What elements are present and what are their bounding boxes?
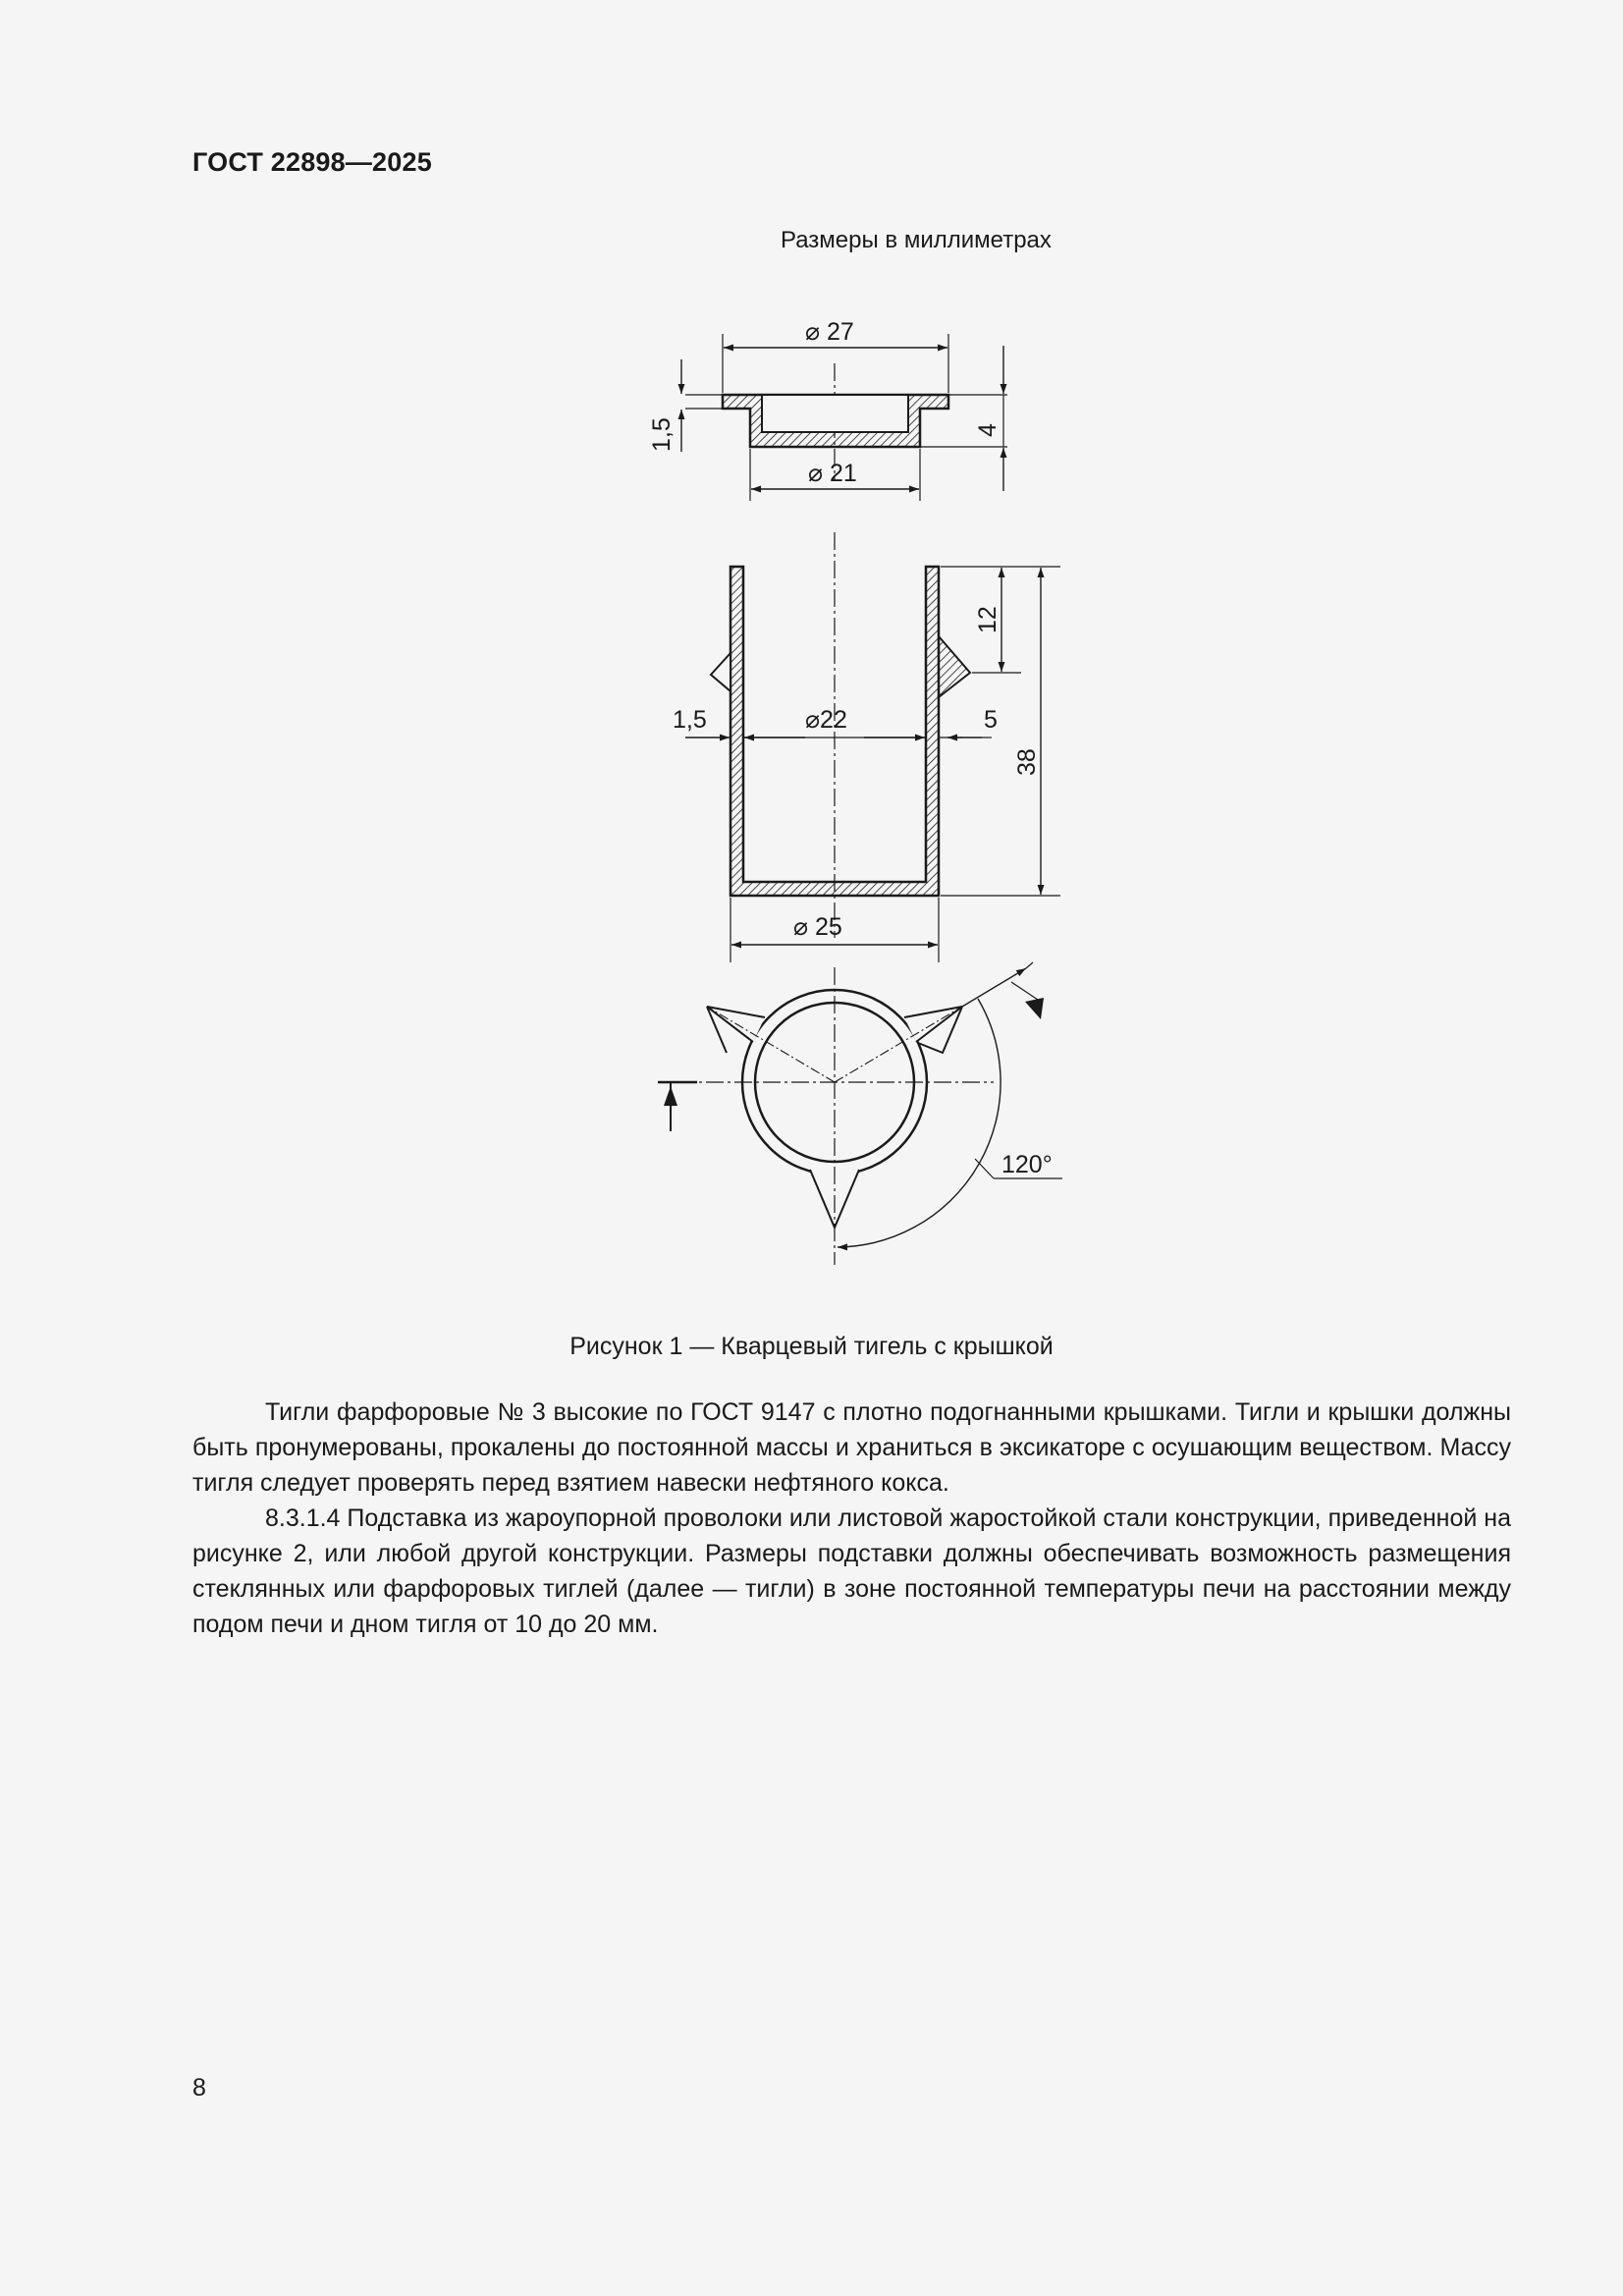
- dim-lid-inner-diameter: ⌀ 21: [808, 460, 857, 487]
- crucible-section: [685, 532, 1060, 962]
- dim-crucible-height: 38: [1013, 748, 1041, 776]
- figure-caption: Рисунок 1 — Кварцевый тигель с крышкой: [569, 1333, 1054, 1360]
- document-header: ГОСТ 22898—2025: [192, 147, 432, 177]
- dim-crucible-outer-diameter: ⌀ 25: [793, 913, 842, 941]
- body-text: [192, 1394, 1511, 1642]
- dim-crucible-inner-diameter: ⌀22: [805, 706, 847, 734]
- paragraph-crucibles: Тигли фарфоровые № 3 высокие по ГОСТ 9147 с плотно подогнанными крышками. Тигли и крышки должны быть пронумерованы, прокалены до постоянной массы и храниться в эксикаторе с осушающим веществом. Массу тигля следует проверять перед взятием навески нефтяного кокса.: [192, 1398, 1511, 1497]
- dim-crucible-wall: 1,5: [673, 706, 707, 734]
- dim-lid-thickness: 1,5: [648, 417, 676, 452]
- dim-lid-height: 4: [974, 423, 1001, 437]
- dim-lug-top-offset: 12: [974, 606, 1001, 633]
- units-note: Размеры в миллиметрах: [781, 227, 1052, 253]
- page-number: 8: [192, 2074, 206, 2102]
- figure-crucible-drawing: [628, 314, 1090, 1277]
- dim-lug-width: 5: [984, 706, 998, 734]
- dim-lug-angle: 120°: [1001, 1151, 1053, 1178]
- paragraph-8-3-1-4: 8.3.1.4 Подставка из жароупорной проволоки или листовой жаростойкой стали конструкции, приведенной на рисунке 2, или любой другой конструкции. Размеры подставки должны обеспечивать возможность размещения стеклянных или фарфоровых тиглей (далее — тигли) в зоне постоянной температуры печи на расстоянии между подом печи и дном тигля от 10 до 20 мм.: [192, 1504, 1511, 1638]
- dim-lid-outer-diameter: ⌀ 27: [805, 318, 854, 346]
- crucible-plan-view: [658, 962, 1062, 1265]
